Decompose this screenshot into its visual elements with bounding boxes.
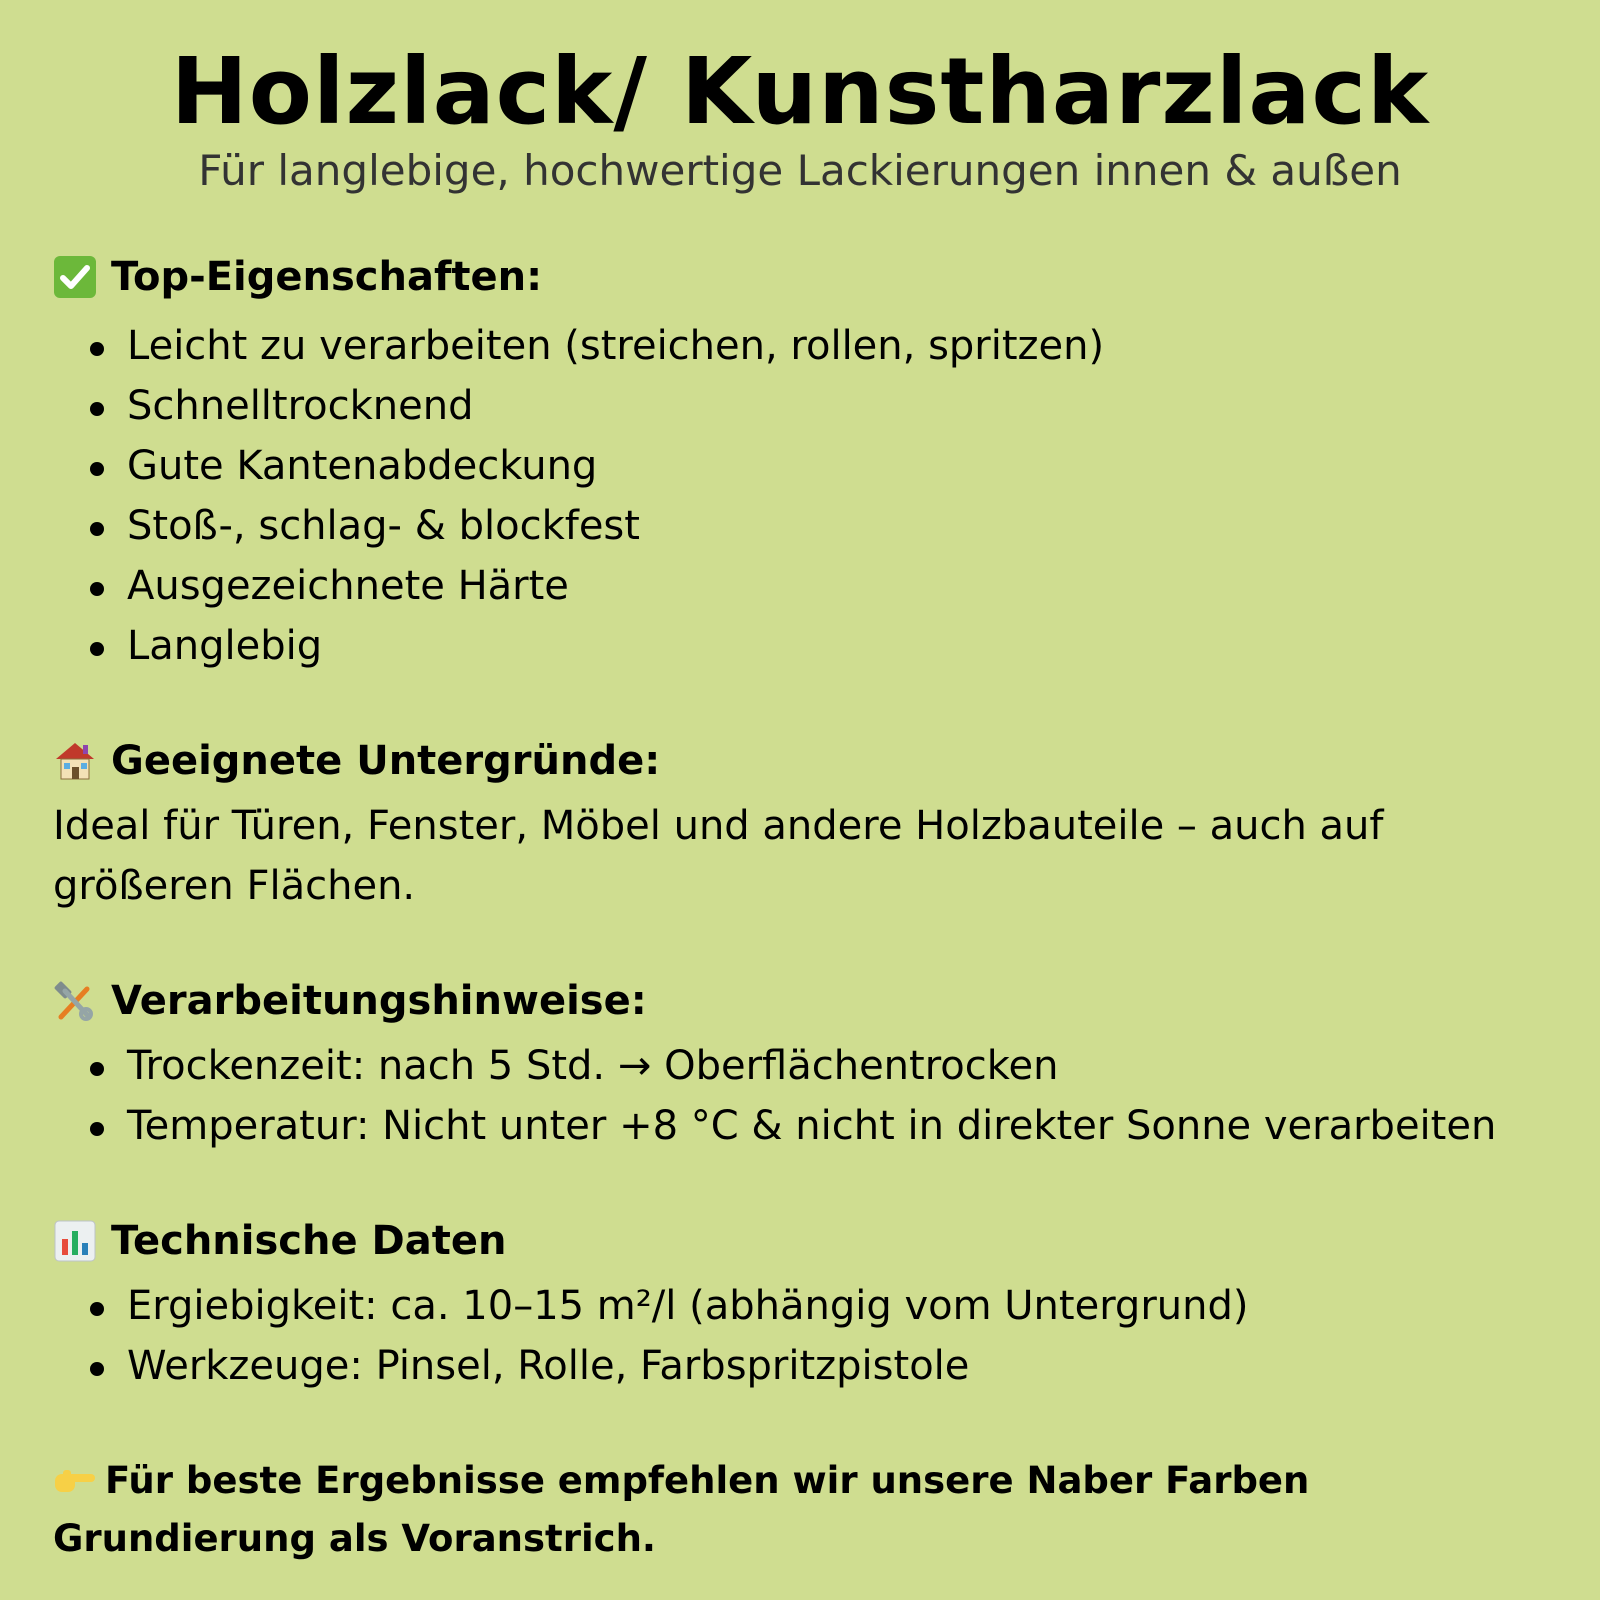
hammer-wrench-icon	[53, 979, 97, 1023]
page-title: Holzlack/ Kunstharzlack	[170, 38, 1430, 145]
check-mark-icon	[53, 255, 97, 299]
list-item: Stoß-, schlag- & blockfest	[90, 496, 1104, 556]
recommendation-note-text: Für beste Ergebnisse empfehlen wir unsere Naber Farben Grundierung als Voranstrich.	[53, 1459, 1310, 1560]
section-heading-substrates	[53, 736, 660, 786]
processing-list	[90, 1036, 1496, 1156]
list-item: Temperatur: Nicht unter +8 °C & nicht in direkter Sonne verarbeiten	[90, 1096, 1496, 1156]
list-item: Leicht zu verarbeiten (streichen, rollen, spritzen)	[90, 316, 1104, 376]
recommendation-note	[53, 1452, 1563, 1568]
page-subtitle: Für langlebige, hochwertige Lackierungen innen & außen	[198, 146, 1402, 195]
house-icon	[53, 739, 97, 783]
list-item: Schnelltrocknend	[90, 376, 1104, 436]
section-heading-properties-label: Top-Eigenschaften:	[111, 254, 543, 300]
section-heading-properties	[53, 252, 542, 302]
list-item: Werkzeuge: Pinsel, Rolle, Farbspritzpistole	[90, 1336, 1248, 1396]
list-item: Trockenzeit: nach 5 Std. → Oberflächentrocken	[90, 1036, 1496, 1096]
list-item: Langlebig	[90, 616, 1104, 676]
technical-list	[90, 1276, 1248, 1396]
section-heading-processing-label: Verarbeitungshinweise:	[111, 978, 647, 1024]
bar-chart-icon	[53, 1219, 97, 1263]
list-item: Gute Kantenabdeckung	[90, 436, 1104, 496]
list-item: Ergiebigkeit: ca. 10–15 m²/l (abhängig vom Untergrund)	[90, 1276, 1248, 1336]
section-heading-substrates-label: Geeignete Untergründe:	[111, 738, 661, 784]
section-heading-technical	[53, 1216, 506, 1266]
properties-list	[90, 316, 1104, 676]
pointing-hand-icon	[53, 1455, 97, 1485]
list-item: Ausgezeichnete Härte	[90, 556, 1104, 616]
substrates-text: Ideal für Türen, Fenster, Möbel und andere Holzbauteile – auch auf größeren Flächen.	[53, 803, 1384, 909]
section-heading-processing	[53, 976, 647, 1026]
section-heading-technical-label: Technische Daten	[111, 1218, 507, 1264]
